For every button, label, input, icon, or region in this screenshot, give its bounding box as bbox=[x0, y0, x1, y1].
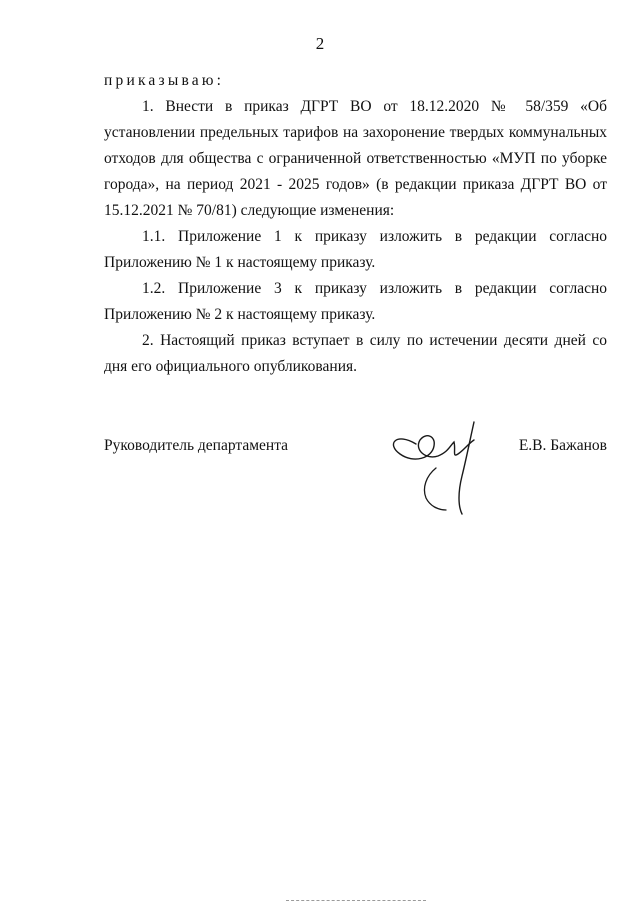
order-paragraph-1-1: 1.1. Приложение 1 к приказу изложить в редакции согласно Приложению № 1 к настоящему приказу. bbox=[104, 228, 607, 271]
order-paragraph-1: 1. Внести в приказ ДГРТ ВО от 18.12.2020 № 58/359 «Об установлении предельных тарифов на захоронение твердых коммунальных отходов для общества с ограниченной ответственностью «МУП по уборке города», на период 2021 - 2025 годов» (в редакции приказа ДГРТ ВО от 15.12.2021 № 70/81) следующие изменения: bbox=[104, 98, 607, 219]
order-paragraph-2: 2. Настоящий приказ вступает в силу по истечении десяти дней со дня его официального опубликования. bbox=[104, 332, 607, 375]
handwritten-signature bbox=[382, 410, 492, 520]
order-paragraph-1-2: 1.2. Приложение 3 к приказу изложить в редакции согласно Приложению № 2 к настоящему приказу. bbox=[104, 280, 607, 323]
signatory-role: Руководитель департамента bbox=[104, 437, 289, 454]
page-number: 2 bbox=[315, 34, 325, 53]
footer-divider bbox=[286, 900, 426, 901]
order-heading: приказываю: bbox=[104, 72, 225, 89]
signatory-name: Е.В. Бажанов bbox=[518, 437, 607, 454]
